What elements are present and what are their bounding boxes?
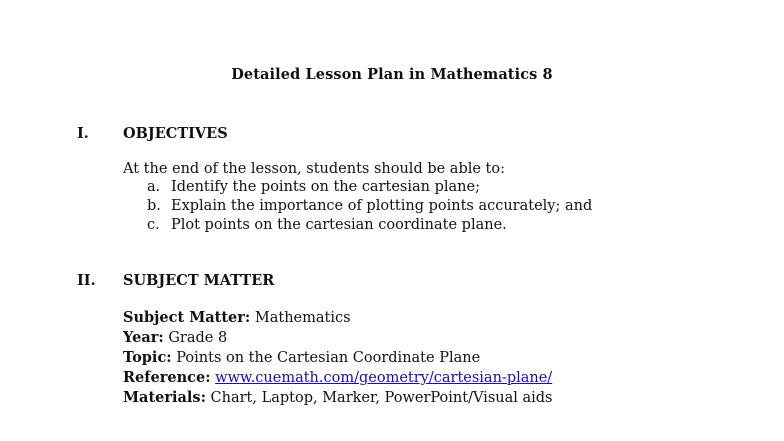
- section-number-objectives: I.: [77, 125, 89, 142]
- list-marker: b.: [147, 198, 161, 214]
- detail-label: Reference:: [123, 369, 211, 386]
- objectives-list: [147, 178, 592, 235]
- list-item-text: Identify the points on the cartesian plane;: [171, 179, 480, 195]
- list-item: [147, 216, 592, 235]
- list-item-text: Explain the importance of plotting points accurately; and: [171, 198, 593, 214]
- subject-matter-details: [123, 308, 553, 408]
- detail-value: Chart, Laptop, Marker, PowerPoint/Visual aids: [210, 390, 553, 406]
- detail-label: Topic:: [123, 349, 172, 366]
- detail-row-subject-matter: [123, 308, 553, 328]
- section-heading-subject-matter: SUBJECT MATTER: [123, 272, 275, 289]
- list-item: [147, 178, 592, 197]
- detail-row-year: [123, 328, 553, 348]
- detail-label: Subject Matter:: [123, 309, 251, 326]
- detail-row-reference: [123, 368, 553, 388]
- section-number-subject-matter: II.: [77, 272, 96, 289]
- reference-link[interactable]: www.cuemath.com/geometry/cartesian-plane/: [215, 370, 553, 386]
- detail-value: Mathematics: [254, 310, 351, 326]
- detail-label: Materials:: [123, 389, 206, 406]
- detail-row-materials: [123, 388, 553, 408]
- list-marker: c.: [147, 217, 160, 233]
- detail-value: Points on the Cartesian Coordinate Plane: [176, 350, 481, 366]
- list-marker: a.: [147, 179, 161, 195]
- objectives-intro: At the end of the lesson, students should be able to:: [123, 161, 505, 177]
- document-title: Detailed Lesson Plan in Mathematics 8: [231, 66, 553, 83]
- detail-label: Year:: [123, 329, 164, 346]
- list-item-text: Plot points on the cartesian coordinate plane.: [171, 217, 507, 233]
- detail-value: Grade 8: [168, 330, 228, 346]
- detail-row-topic: [123, 348, 553, 368]
- section-heading-objectives: OBJECTIVES: [123, 125, 228, 142]
- list-item: [147, 197, 592, 216]
